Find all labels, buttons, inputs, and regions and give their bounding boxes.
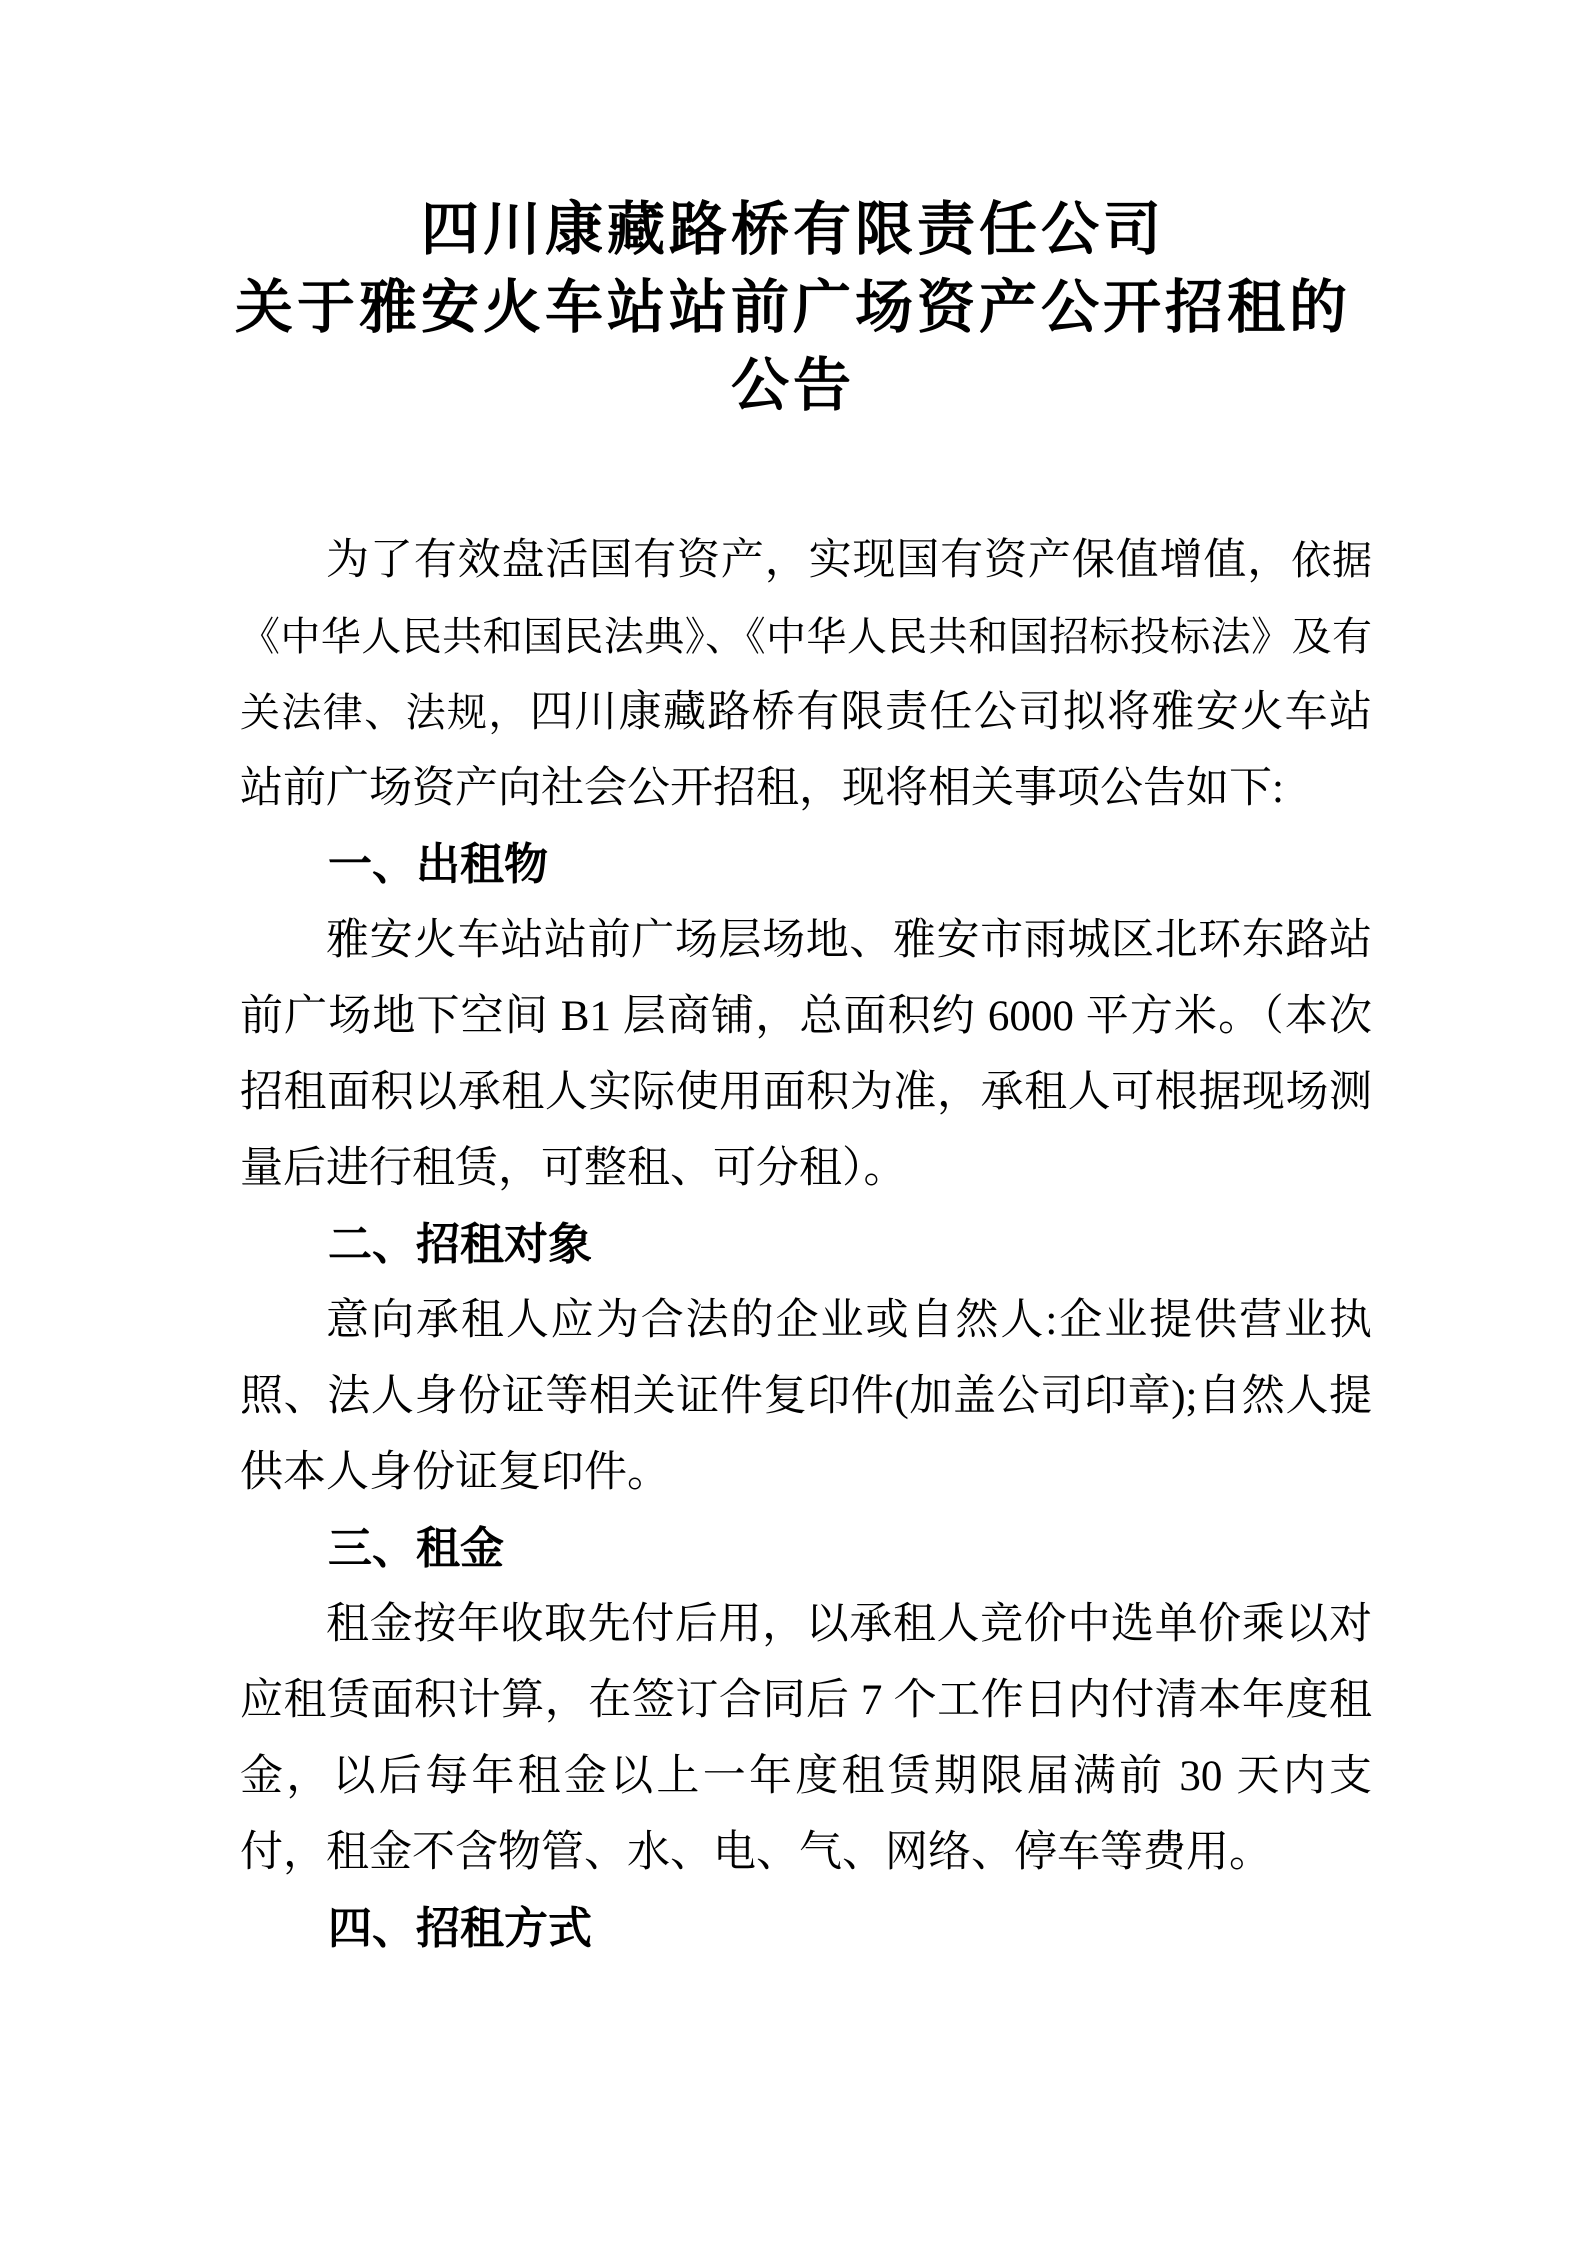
intro-segment-kai: 依据《中华人民共和国民法典》、《中华人民共和国招标投标法》及有关法律、法规， bbox=[240, 538, 1373, 735]
doc-title-line-1: 四川康藏路桥有限责任公司 bbox=[420, 197, 1165, 262]
doc-title-line-3: 公告 bbox=[730, 353, 855, 418]
document-title bbox=[214, 191, 1372, 425]
section-paragraph-2: 意向承租人应为合法的企业或自然人:企业提供营业执照、法人身份证等相关证件复印件(加盖公司印章);自然人提供本人身份证复印件。 bbox=[240, 1297, 1372, 1496]
paragraph-intro bbox=[240, 523, 1372, 827]
section-heading-1: 一、出租物 bbox=[328, 840, 548, 889]
doc-title-line-2: 关于雅安火车站站前广场资产公开招租的 bbox=[234, 275, 1351, 340]
section-heading-2: 二、招租对象 bbox=[328, 1220, 592, 1269]
document-body bbox=[240, 523, 1372, 1967]
section-paragraph-1: 雅安火车站站前广场层场地、雅安市雨城区北环东路站前广场地下空间 B1 层商铺，总面积约 6000 平方米。（本次招租面积以承租人实际使用面积为准，承租人可根据现场测量后进行租赁，可整租、可分租）。 bbox=[240, 917, 1372, 1192]
intro-segment-song-1: 为了有效盘活国有资产，实现国有资产保值增值， bbox=[326, 537, 1292, 584]
section-heading-3: 三、租金 bbox=[328, 1524, 504, 1573]
intro-segment-song-2: 四川康藏路桥有限责任公司拟将雅安火车站站前广场资产向社会公开招租，现将相关事项公告如下: bbox=[240, 689, 1373, 812]
section-heading-4: 四、招租方式 bbox=[328, 1904, 592, 1953]
section-paragraph-3: 租金按年收取先付后用，以承租人竞价中选单价乘以对应租赁面积计算，在签订合同后 7 个工作日内付清本年度租金，以后每年租金以上一年度租赁期限届满前 30 天内支付，租金不含物管、水、电、气、网络、停车等费用。 bbox=[240, 1601, 1372, 1876]
